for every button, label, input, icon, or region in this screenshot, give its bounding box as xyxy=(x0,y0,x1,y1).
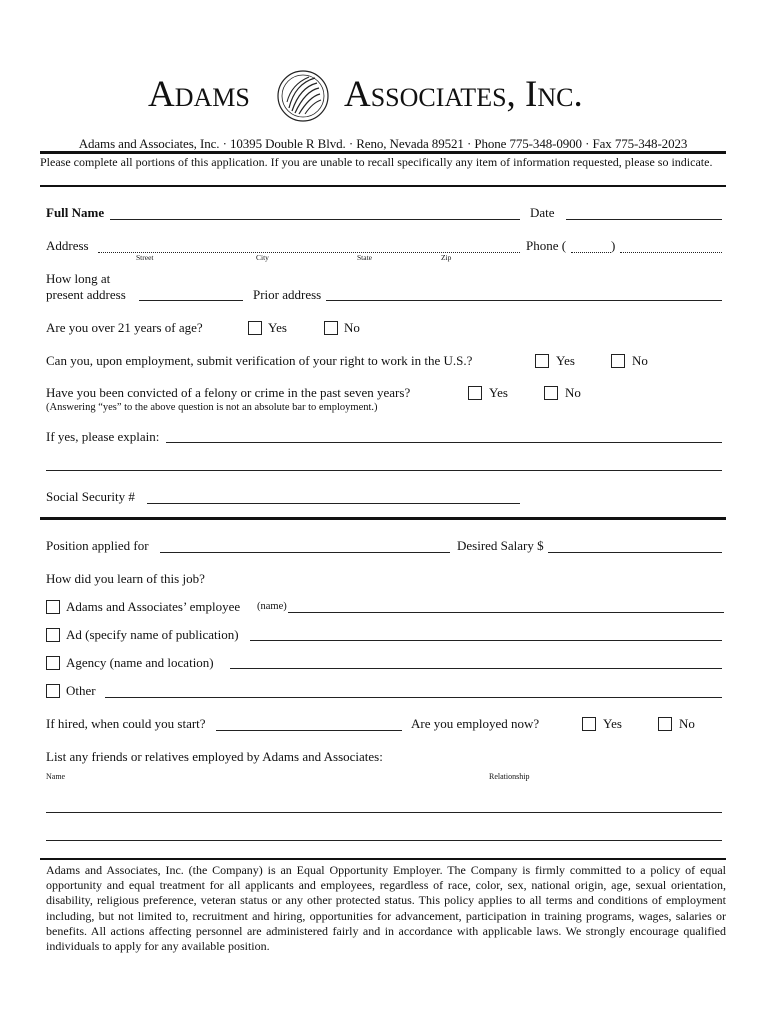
section-divider xyxy=(40,517,726,520)
logo-text-right: Associates, Inc. xyxy=(344,74,583,115)
how-long-label-line1: How long at xyxy=(46,271,111,286)
start-date-field[interactable] xyxy=(216,730,402,731)
company-logo xyxy=(0,68,770,124)
relationship-caption: Relationship xyxy=(489,772,530,781)
friends-field-line2[interactable] xyxy=(46,840,722,841)
over-21-no-label: No xyxy=(344,320,360,335)
company-address-line: Adams and Associates, Inc. · 10395 Double R Blvd. · Reno, Nevada 89521 · Phone 775-348-0900 · Fax 775-348-2023 xyxy=(78,136,688,151)
ssn-field[interactable] xyxy=(147,503,520,504)
form-instructions: Please complete all portions of this application. If you are unable to recall specifically any item of information requested, please so indicate. xyxy=(40,155,713,169)
verification-yes-checkbox[interactable] xyxy=(535,354,549,368)
eeo-statement: Adams and Associates, Inc. (the Company) is an Equal Opportunity Employer. The Company is firmly committed to a policy of equal opportunity and equal treatment for all applicants and employees, regardless of race, color, sex, national origin, age, sexual orientation, disability, religious preference, veteran status or any other protected status. This policy applies to all terms and conditions of employment including, but not limited to, recruitment and hiring, opportunities for advancement, participation in training programs, wages, salaries or benefits. All actions affecting personnel are administered fairly and in accordance with applicable laws. We strongly encourage qualified individuals to apply for any available position. xyxy=(46,863,726,954)
agency-checkbox[interactable] xyxy=(46,656,60,670)
footer-divider xyxy=(40,858,726,860)
work-verification-question: Can you, upon employment, submit verification of your right to work in the U.S.? xyxy=(46,353,473,368)
name-caption: Name xyxy=(46,772,66,781)
prior-address-label: Prior address xyxy=(253,287,322,302)
felony-question: Have you been convicted of a felony or crime in the past seven years? xyxy=(46,385,411,400)
full-name-field[interactable] xyxy=(110,219,520,220)
how-long-label-line2: present address xyxy=(46,287,126,302)
ssn-label: Social Security # xyxy=(46,489,135,504)
header-divider xyxy=(40,151,726,154)
friends-relatives-label: List any friends or relatives employed by Adams and Associates: xyxy=(46,749,383,764)
zip-caption: Zip xyxy=(441,253,452,262)
city-caption: City xyxy=(256,253,269,262)
verification-no-checkbox[interactable] xyxy=(611,354,625,368)
phone-number-field[interactable] xyxy=(620,252,722,253)
ad-label: Ad (specify name of publication) xyxy=(66,627,239,642)
ad-checkbox[interactable] xyxy=(46,628,60,642)
date-label: Date xyxy=(530,205,555,220)
felony-no-checkbox[interactable] xyxy=(544,386,558,400)
employee-referral-checkbox[interactable] xyxy=(46,600,60,614)
employed-no-checkbox[interactable] xyxy=(658,717,672,731)
other-field[interactable] xyxy=(105,697,722,698)
employed-now-label: Are you employed now? xyxy=(411,716,540,731)
position-applied-label: Position applied for xyxy=(46,538,149,553)
phone-paren-close: ) xyxy=(611,238,616,253)
verification-no-label: No xyxy=(632,353,648,368)
felony-no-label: No xyxy=(565,385,581,400)
over-21-no-checkbox[interactable] xyxy=(324,321,338,335)
explain-field-line2[interactable] xyxy=(46,470,722,471)
full-name-label: Full Name xyxy=(46,205,105,220)
desired-salary-label: Desired Salary $ xyxy=(457,538,544,553)
start-date-label: If hired, when could you start? xyxy=(46,716,206,731)
other-checkbox[interactable] xyxy=(46,684,60,698)
spiral-leaf-icon xyxy=(275,68,331,124)
address-label: Address xyxy=(46,238,89,253)
explain-field-line1[interactable] xyxy=(166,442,722,443)
employee-referral-label: Adams and Associates’ employee xyxy=(66,599,241,614)
date-field[interactable] xyxy=(566,219,722,220)
state-caption: State xyxy=(357,253,372,262)
explain-label: If yes, please explain: xyxy=(46,429,160,444)
over-21-yes-label: Yes xyxy=(268,320,287,335)
learn-question: How did you learn of this job? xyxy=(46,571,205,586)
over-21-yes-checkbox[interactable] xyxy=(248,321,262,335)
logo-text-left: Adams xyxy=(148,74,250,115)
felony-yes-checkbox[interactable] xyxy=(468,386,482,400)
how-long-field[interactable] xyxy=(139,300,243,301)
ad-field[interactable] xyxy=(250,640,722,641)
employed-no-label: No xyxy=(679,716,695,731)
desired-salary-field[interactable] xyxy=(548,552,722,553)
employee-referral-field[interactable] xyxy=(288,612,724,613)
prior-address-field[interactable] xyxy=(326,300,722,301)
felony-note: (Answering “yes” to the above question is not an absolute bar to employment.) xyxy=(46,402,378,413)
other-label: Other xyxy=(66,683,96,698)
over-21-question: Are you over 21 years of age? xyxy=(46,320,203,335)
instructions-divider xyxy=(40,185,726,187)
employed-yes-label: Yes xyxy=(603,716,622,731)
friends-field-line1[interactable] xyxy=(46,812,722,813)
employed-yes-checkbox[interactable] xyxy=(582,717,596,731)
agency-field[interactable] xyxy=(230,668,722,669)
employee-referral-note: (name) xyxy=(257,601,287,612)
address-field[interactable] xyxy=(98,252,520,253)
agency-label: Agency (name and location) xyxy=(66,655,214,670)
felony-yes-label: Yes xyxy=(489,385,508,400)
position-applied-field[interactable] xyxy=(160,552,450,553)
phone-area-code-field[interactable] xyxy=(571,252,611,253)
verification-yes-label: Yes xyxy=(556,353,575,368)
street-caption: Street xyxy=(136,253,154,262)
phone-label: Phone ( xyxy=(526,238,567,253)
